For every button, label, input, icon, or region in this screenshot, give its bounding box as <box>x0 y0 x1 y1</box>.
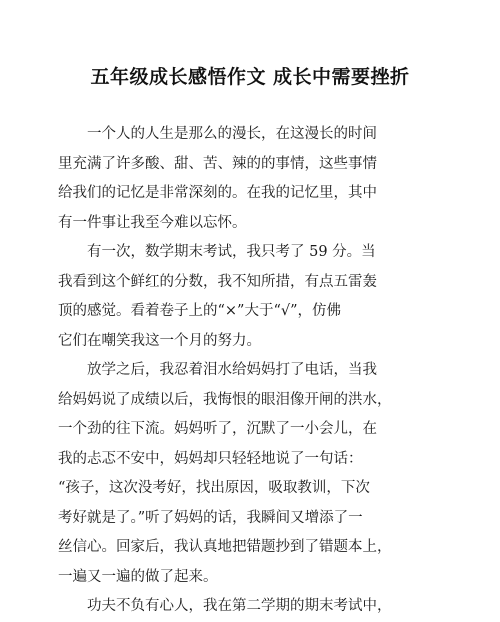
text-line: 它们在嘲笑我这一个月的努力。 <box>58 332 261 349</box>
text-line: 给我们的记忆是非常深刻的。在我的记忆里，其中 <box>58 185 377 201</box>
text-line: 丝信心。回家后，我认真地把错题抄到了错题本上， <box>58 539 392 555</box>
text-line: 给妈妈说了成绩以后，我悔恨的眼泪像开闸的洪水， <box>58 391 392 408</box>
text-line: “孩子，这次没考好，找出原因，吸取教训，下次 <box>58 480 370 496</box>
text-line: 我的忐忑不安中，妈妈却只轻轻地说了一句话： <box>58 450 363 467</box>
text-line: 一个劲的往下流。妈妈听了，沉默了一小会儿，在 <box>58 421 377 437</box>
text-line: 里充满了许多酸、甜、苦、辣的的事情，这些事情 <box>58 155 377 172</box>
text-line: 顶的感觉。看着卷子上的“×”大于“√”，仿佛 <box>58 303 342 319</box>
document-title: 五年级成长感悟作文 成长中需要挫折 <box>90 66 410 88</box>
text-line: 有一件事让我至今难以忘怀。 <box>58 214 247 231</box>
text-line: 功夫不负有心人，我在第二学期的期末考试中， <box>58 598 392 614</box>
essay-body <box>58 120 448 622</box>
text-line: 考好就是了。”听了妈妈的话，我瞬间又增添了一 <box>58 509 363 526</box>
text-line: 有一次，数学期末考试，我只考了 59 分。当 <box>58 244 376 260</box>
text-line: 一遍又一遍的做了起来。 <box>58 568 218 585</box>
text-line: 一个人的人生是那么的漫长，在这漫长的时间 <box>58 126 377 142</box>
text-line: 放学之后，我忍着泪水给妈妈打了电话，当我 <box>58 362 377 378</box>
text-line: 我看到这个鲜红的分数，我不知所措，有点五雷轰 <box>58 273 377 290</box>
